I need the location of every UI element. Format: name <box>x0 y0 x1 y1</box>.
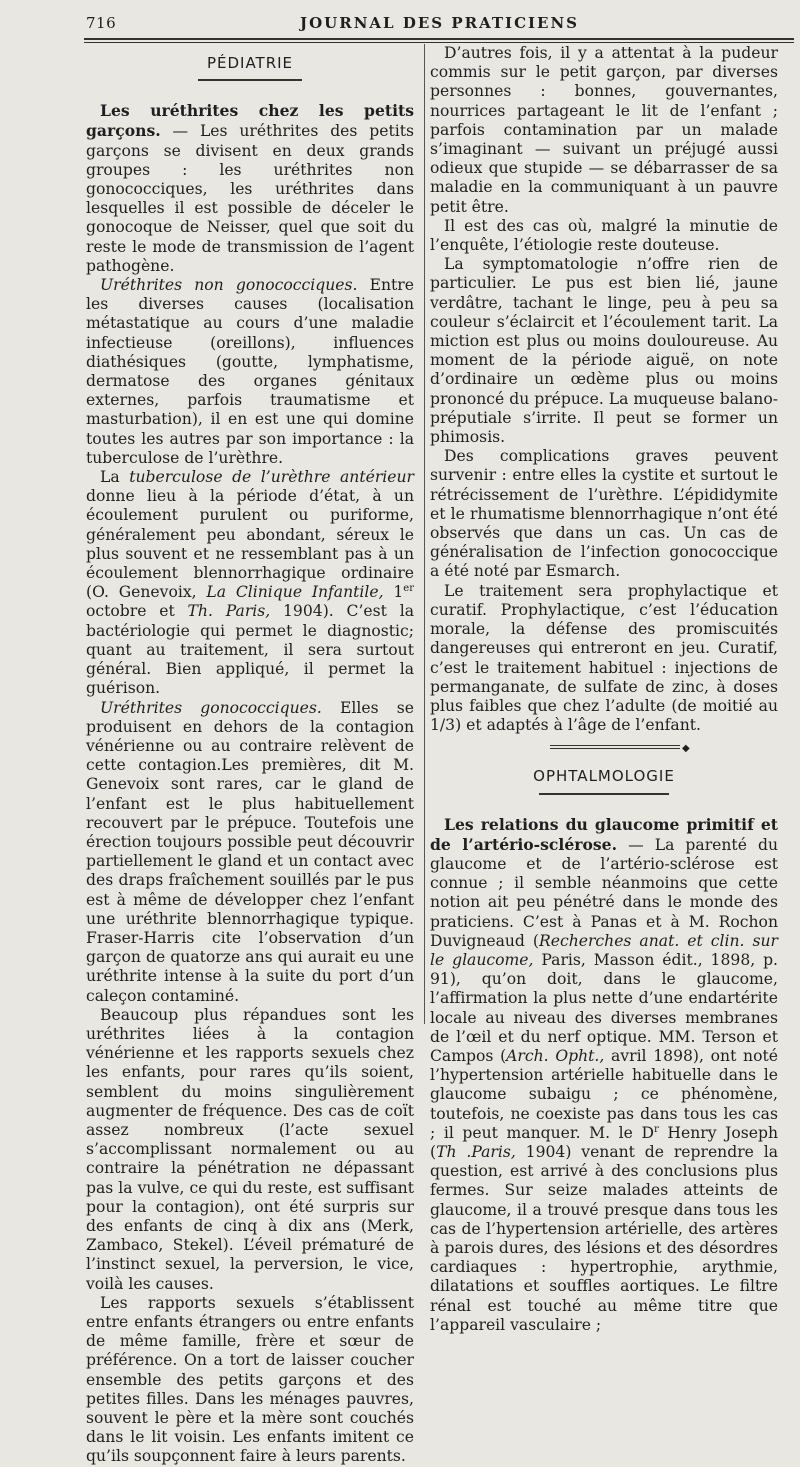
paragraph: Il est des cas où, malgré la minutie de l’enquête, l’étiologie reste douteuse. <box>430 216 778 255</box>
italic-term: tuberculose de l’urèthre antérieur <box>129 468 414 487</box>
running-head: JOURNAL DES PRATICIENS <box>300 14 579 32</box>
divider-line <box>550 748 680 749</box>
paragraph <box>86 276 414 468</box>
paragraph <box>86 468 414 698</box>
page-number: 716 <box>86 14 117 32</box>
text: Henry Joseph ( <box>430 1123 778 1161</box>
paragraph <box>430 815 778 1335</box>
text: Paris, Masson édit., 1898, p. 91), qu’on doit, dans le glaucome, l’affirmation la plus nette d’une endartérite locale au niveau des diverses membranes de l’œil et du nerf optique. MM. Terson et Campos ( <box>430 950 779 1065</box>
citation: Th. Paris, <box>187 602 271 621</box>
right-column <box>430 44 778 1335</box>
section-underline <box>198 79 302 81</box>
section-title-pediatrie: PÉDIATRIE <box>206 54 294 72</box>
left-column <box>86 44 414 1467</box>
text: octobre et <box>86 602 188 621</box>
paragraph: Beaucoup plus répandues sont les uréthrites liées à la contagion vénérienne et les rapports sexuels chez les enfants, pour rares qu’ils soient, semblent du moins singulièrement augmenter de fréquence. Des cas de coït assez nombreux (l’acte sexuel s’accomplissant normalement ou au contraire la pénétration ne dépassant pas la vulve, ce qui du reste, est suffisant pour la contagion), ont été surpris sur des enfants de cinq à dix ans (Merk, Zambaco, Stekel). L’éveil prématuré de l’instinct sexuel, la perversion, le vice, voilà les causes. <box>86 1005 414 1293</box>
subheading: Uréthrites gonococciques. <box>100 698 322 717</box>
section-divider <box>430 743 778 753</box>
text: avril 1898), ont noté l’hypertension artérielle habituelle dans le glaucome subaigu ; ce phénomène, toutefois, ne coexiste pas dans tous les cas ; il peut manquer. M. le D <box>430 1046 778 1142</box>
superscript: er <box>403 583 414 595</box>
citation: Recherches anat. et clin. sur le glaucome, <box>430 931 778 969</box>
header-rule <box>84 38 794 40</box>
section-underline <box>539 793 669 795</box>
text: 1 <box>383 583 404 602</box>
divider-line <box>550 745 680 746</box>
article-title: Les relations du glaucome primitif et de l’artério-sclérose. <box>430 814 778 854</box>
text: 1904) venant de reprendre la question, est arrivé à des conclusions plus fermes. Sur seize malades atteints de glaucome, il a trouvé presque dans tous les cas de l’hypertension artérielle, des artères à parois dures, des lésions et des désordres cardiaques : hypertrophie, arythmie, dilatations et souffles aortiques. Le filtre rénal est touché au même titre que l’appareil vasculaire ; <box>430 1142 778 1334</box>
paragraph-text: — Les uréthrites des petits garçons se divisent en deux grands groupes : les uréthrites non gonococciques, les uréthrites dans lesquelles il est possible de déceler le gonocoque de Neisser, quel que soit du reste le mode de transmission de l’agent pathogène. <box>86 122 414 275</box>
subheading: Uréthrites non gonococciques. <box>100 276 358 295</box>
text: 1904). C’est la bactériologie qui permet le diagnostic; quant au traitement, il sera surtout général. Bien appliqué, il permet la guérison. <box>86 602 414 698</box>
citation: Arch. Opht., <box>506 1046 605 1065</box>
paragraph-text: Elles se produisent en dehors de la contagion vénérienne ou au contraire relèvent de cette contagion.Les premières, dit M. Genevoix sont rares, car le gland de l’enfant est le plus habituellement recouvert par le prépuce. Toutefois une érection toujours possible peut découvrir partiellement le gland et un contact avec des draps fraîchement souillés par le pus est à même de développer chez l’enfant une uréthrite blennorrhagique typique. Fraser-Harris cite l’observation d’un garçon de quatorze ans qui aurait eu une uréthrite intense à la suite du port d’un caleçon contaminé. <box>86 698 415 1005</box>
citation: Th .Paris, <box>436 1142 516 1161</box>
paragraph: D’autres fois, il y a attentat à la pudeur commis sur le petit garçon, par diverses personnes : bonnes, gouvernantes, nourrices partageant le lit de l’enfant ; parfois contamination par un malade s’imaginant — suivant un préjugé aussi odieux que stupide — se débarrasser de sa maladie en la communiquant à un pauvre petit être. <box>430 44 778 216</box>
header-rule-thin <box>84 42 794 43</box>
column-separator <box>424 44 425 1024</box>
paragraph: Des complications graves peuvent survenir : entre elles la cystite et surtout le rétrécissement de l’urèthre. L’épididymite et le rhumatisme blennorrhagique n’ont été observés que dans un cas. Un cas de généralisation de l’infection gonococcique a été noté par Esmarch. <box>430 447 778 581</box>
paragraph-text: Entre les diverses causes (localisation métastatique au cours d’une maladie infectieuse (oreillons), influences diathésiques (goutte, lymphatisme, dermatose des organes génitaux externes, parfois traumatisme et masturbation), il en est une qui domine toutes les autres par son importance : la tuberculose de l’urèthre. <box>86 276 414 467</box>
section-title-ophtalmologie: OPHTALMOLOGIE <box>533 767 675 786</box>
text: donne lieu à la période d’état, à un écoulement purulent ou puriforme, généralement peu abondant, séreux le plus souvent et ne ressemblant pas à un écoulement blennorrhagique ordinaire (O. Genevoix, <box>86 487 414 602</box>
divider-ornament-icon: ◆ <box>682 743 690 755</box>
text: — La parenté du glaucome et de l’artério-sclérose est connue ; il semble néanmoins que cette notion ait peu pénétré dans le monde des praticiens. C’est à Panas et à M. Rochon Duvigneaud ( <box>430 835 778 950</box>
paragraph: La symptomatologie n’offre rien de particulier. Le pus est bien lié, jaune verdâtre, tachant le linge, peu à peu sa couleur s’éclaircit et l’écoulement tarit. La miction est plus ou moins douloureuse. Au moment de la période aiguë, on note d’ordinaire un œdème plus ou moins prononcé du prépuce. La muqueuse balano-préputiale s’irrite. Il peut se former un phimosis. <box>430 255 778 447</box>
paragraph <box>86 699 414 1006</box>
paragraph: Les rapports sexuels s’établissent entre enfants étrangers ou entre enfants de même famille, frère et sœur de préférence. On a tort de laisser coucher ensemble des petits garçons et des petites filles. Dans les ménages pauvres, souvent le père et la mère sont couchés dans le lit voisin. Les enfants imitent ce qu’ils soupçonnent faire à leurs parents. <box>86 1293 414 1466</box>
text: La <box>100 468 130 487</box>
paragraph: Le traitement sera prophylactique et curatif. Prophylactique, c’est l’éducation morale, la défense des promiscuités dangereuses qui entreront en jeu. Curatif, c’est le traitement habituel : injections de permanganate, de sulfate de zinc, à doses plus faibles que chez l’adulte (de moitié au 1/3) et adaptés à l’âge de l’enfant. <box>430 581 778 735</box>
citation: La Clinique Infantile, <box>206 583 384 602</box>
superscript: r <box>654 1123 659 1135</box>
paragraph <box>86 101 414 276</box>
article-title: Les uréthrites chez les petits garçons. <box>86 101 414 141</box>
